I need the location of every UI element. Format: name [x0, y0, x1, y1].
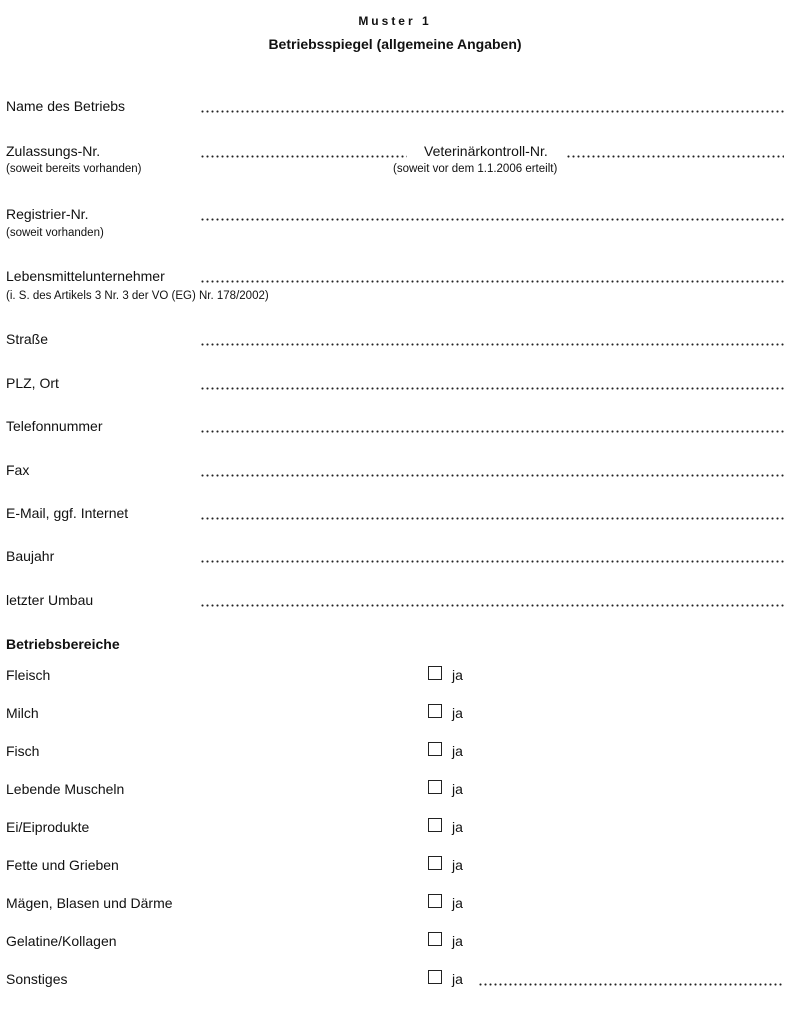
field-email[interactable] — [200, 506, 784, 520]
label-ei-eiprodukte: Ei/Eiprodukte — [6, 819, 90, 835]
checkbox-label-gelatine-kollagen: ja — [452, 933, 463, 949]
label-gelatine-kollagen: Gelatine/Kollagen — [6, 933, 117, 949]
checkbox-ei-eiprodukte[interactable] — [428, 818, 442, 832]
hint-zulassungs-nr: (soweit bereits vorhanden) — [6, 163, 142, 175]
label-fax: Fax — [6, 462, 30, 478]
checkbox-milch[interactable] — [428, 704, 442, 718]
label-veterinaerkontroll-nr: Veterinärkontroll-Nr. — [424, 143, 548, 159]
hint-lebensmittelunternehmer: (i. S. des Artikels 3 Nr. 3 der VO (EG) Nr. 178/2002) — [6, 290, 269, 302]
checkbox-maegen-blasen-daerme[interactable] — [428, 894, 442, 908]
checkbox-label-ei-eiprodukte: ja — [452, 819, 463, 835]
checkbox-label-lebende-muscheln: ja — [452, 781, 463, 797]
checkbox-fleisch[interactable] — [428, 666, 442, 680]
label-zulassungs-nr: Zulassungs-Nr. — [6, 143, 101, 159]
checkbox-label-maegen-blasen-daerme: ja — [452, 895, 463, 911]
field-registrier-nr[interactable] — [200, 207, 784, 221]
field-lebensmittelunternehmer[interactable] — [200, 269, 784, 283]
checkbox-gelatine-kollagen[interactable] — [428, 932, 442, 946]
field-letzter-umbau[interactable] — [200, 593, 784, 607]
label-maegen-blasen-daerme: Mägen, Blasen und Därme — [6, 895, 173, 911]
label-lebensmittelunternehmer: Lebensmittelunternehmer — [6, 268, 165, 284]
label-plz-ort: PLZ, Ort — [6, 375, 59, 391]
checkbox-label-sonstiges: ja — [452, 971, 463, 987]
checkbox-label-fleisch: ja — [452, 667, 463, 683]
form-number: Muster 1 — [358, 14, 432, 28]
field-telefonnummer[interactable] — [200, 419, 784, 433]
label-milch: Milch — [6, 705, 39, 721]
label-baujahr: Baujahr — [6, 548, 55, 564]
label-fette-und-grieben: Fette und Grieben — [6, 857, 119, 873]
field-fax[interactable] — [200, 463, 784, 477]
section-title-betriebsbereiche: Betriebsbereiche — [6, 636, 120, 652]
label-letzter-umbau: letzter Umbau — [6, 592, 94, 608]
field-veterinaerkontroll-nr[interactable] — [566, 144, 784, 158]
label-registrier-nr: Registrier-Nr. — [6, 206, 89, 222]
field-baujahr[interactable] — [200, 549, 784, 563]
label-fleisch: Fleisch — [6, 667, 51, 683]
checkbox-fisch[interactable] — [428, 742, 442, 756]
checkbox-fette-und-grieben[interactable] — [428, 856, 442, 870]
form-title: Betriebsspiegel (allgemeine Angaben) — [268, 36, 522, 52]
hint-veterinaerkontroll-nr: (soweit vor dem 1.1.2006 erteilt) — [393, 163, 558, 175]
label-strasse: Straße — [6, 331, 49, 347]
label-telefonnummer: Telefonnummer — [6, 418, 103, 434]
label-name-des-betriebs: Name des Betriebs — [6, 98, 126, 114]
hint-registrier-nr: (soweit vorhanden) — [6, 227, 104, 239]
checkbox-label-fisch: ja — [452, 743, 463, 759]
field-zulassungs-nr[interactable] — [200, 144, 407, 158]
label-lebende-muscheln: Lebende Muscheln — [6, 781, 125, 797]
field-plz-ort[interactable] — [200, 376, 784, 390]
field-sonstiges[interactable] — [478, 972, 784, 986]
checkbox-label-milch: ja — [452, 705, 463, 721]
checkbox-sonstiges[interactable] — [428, 970, 442, 984]
label-sonstiges: Sonstiges — [6, 971, 68, 987]
label-fisch: Fisch — [6, 743, 40, 759]
field-strasse[interactable] — [200, 332, 784, 346]
field-name-des-betriebs[interactable] — [200, 99, 784, 113]
checkbox-label-fette-und-grieben: ja — [452, 857, 463, 873]
label-email: E-Mail, ggf. Internet — [6, 505, 129, 521]
checkbox-lebende-muscheln[interactable] — [428, 780, 442, 794]
